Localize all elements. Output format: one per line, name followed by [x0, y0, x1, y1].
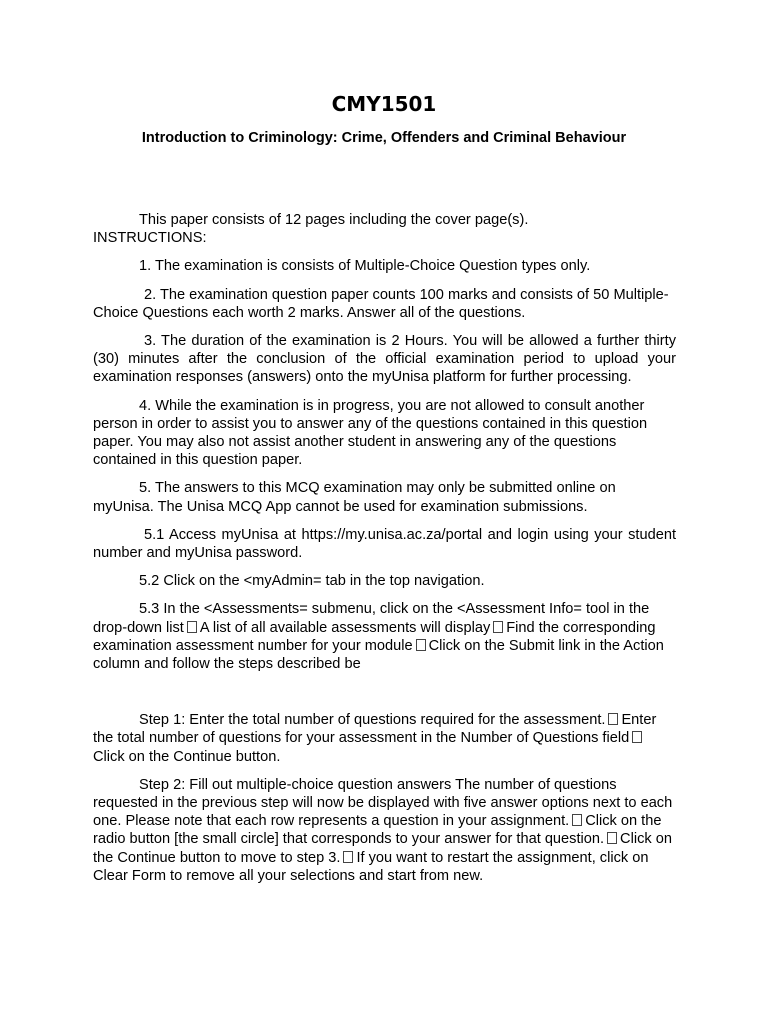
instruction-item-5: 5. The answers to this MCQ examination may only be submitted online on myUnisa. The Unisa MCQ App cannot be used for examination submissions.	[93, 480, 616, 515]
instruction-item-5-2: 5.2 Click on the <myAdmin= tab in the top navigation.	[139, 573, 485, 590]
missing-glyph-icon	[572, 814, 582, 826]
missing-glyph-icon	[416, 639, 426, 651]
instruction-item-1: 1. The examination is consists of Multiple-Choice Question types only.	[139, 258, 591, 275]
missing-glyph-icon	[632, 731, 642, 743]
step-2-part-2: Click on the radio button [the small circle] that corresponds to your answer for that question.	[93, 813, 662, 848]
missing-glyph-icon	[607, 832, 617, 844]
step-2-part-4: If you want to restart the assignment, click on Clear Form to remove all your selections and start from new.	[93, 849, 649, 884]
item-5-3-part-2: A list of all available assessments will display	[199, 619, 491, 636]
item-5-3-part-1: 5.3 In the <Assessments= submenu, click on the <Assessment Info= tool in the drop-down list	[93, 601, 650, 636]
step-2	[93, 776, 676, 885]
item-5-3-part-3: Find the corresponding examination assessment number for your module	[93, 619, 656, 654]
step-1-part-1: Step 1: Enter the total number of questions required for the assessment.	[139, 712, 606, 729]
instruction-item-5-3	[93, 600, 676, 673]
instruction-item-4: 4. While the examination is in progress, you are not allowed to consult another person in order to assist you to answer any of the questions contained in this question paper. You may also not assist another student in answering any of the questions contained in this question paper.	[93, 397, 648, 469]
instruction-item-2: 2. The examination question paper counts 100 marks and consists of 50 Multiple-Choice Questions each worth 2 marks. Answer all of the questions.	[93, 286, 669, 321]
intro-text: This paper consists of 12 pages including the cover page(s).	[139, 212, 529, 228]
instruction-item-3: 3. The duration of the examination is 2 Hours. You will be allowed a further thirty (30) minutes after the conclusion of the official examination period to upload your examination responses (answers) onto the myUnisa platform for further processing.	[93, 333, 676, 386]
step-2-part-1: Step 2: Fill out multiple-choice question answers The number of questions requested in the previous step will now be displayed with five answer options next to each one. Please note that each row represents a question in your assignment.	[93, 776, 673, 830]
item-5-3-part-4: Click on the Submit link in the Action column and follow the steps described be	[93, 637, 664, 673]
instructions-body	[93, 211, 676, 885]
instructions-heading: INSTRUCTIONS:	[93, 230, 207, 247]
step-1-part-2: Enter the total number of questions for your assessment in the Number of Questions field	[93, 712, 657, 747]
missing-glyph-icon	[608, 713, 618, 725]
step-1	[93, 711, 676, 766]
missing-glyph-icon	[493, 621, 503, 633]
course-title: Introduction to Criminology: Crime, Offenders and Criminal Behaviour	[141, 130, 627, 146]
missing-glyph-icon	[343, 851, 353, 863]
step-1-part-3: Click on the Continue button.	[93, 748, 281, 765]
course-code-heading: CMY1501	[331, 92, 437, 116]
missing-glyph-icon	[187, 621, 197, 633]
instruction-item-5-1: 5.1 Access myUnisa at https://my.unisa.ac.za/portal and login using your student number and myUnisa password.	[93, 526, 676, 562]
step-2-part-3: Click on the Continue button to move to step 3.	[93, 831, 672, 866]
